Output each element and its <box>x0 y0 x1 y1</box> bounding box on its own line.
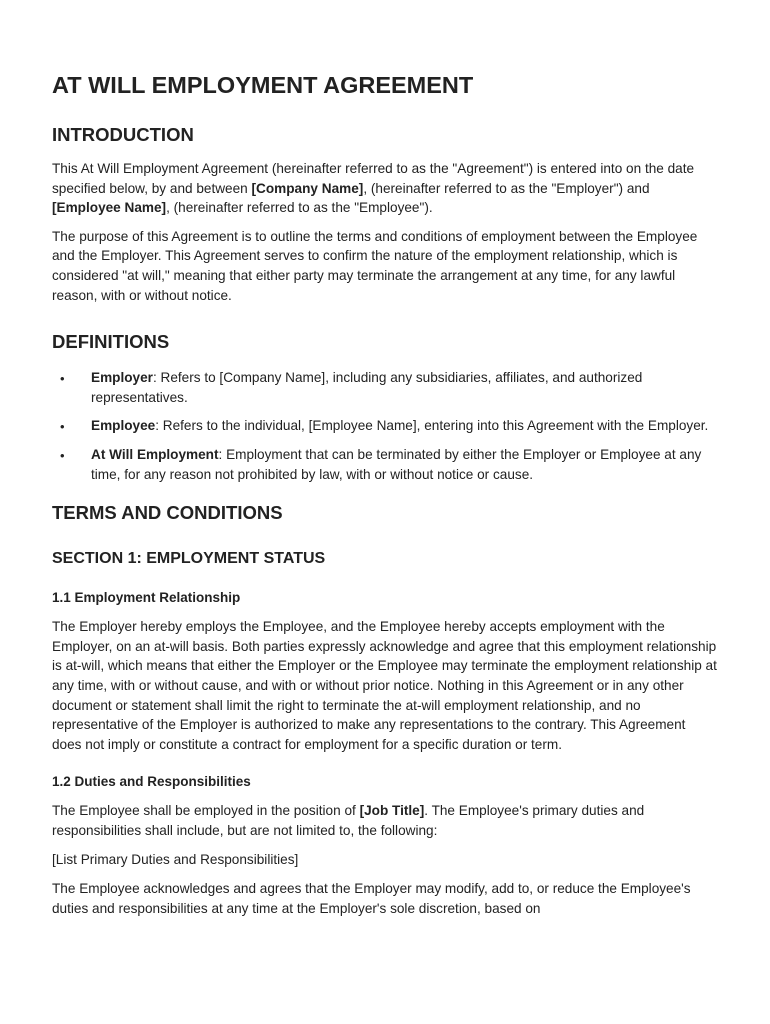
intro-text-1: This At Will Employment Agreement (hereinafter referred to as the "Agreement") is entered into on the date specified below, by and between <box>52 161 695 196</box>
subsection-1-1-heading: 1.1 Employment Relationship <box>52 590 241 606</box>
definition-term: Employee <box>91 418 156 434</box>
definition-term: Employer <box>91 370 153 386</box>
definition-text: : Refers to [Company Name], including any subsidiaries, affiliates, and authorized representatives. <box>91 370 643 405</box>
duties-text-2: . The Employee's primary duties and responsibilities shall include, but are not limited to, the following: <box>52 803 645 838</box>
duties-list-placeholder: [List Primary Duties and Responsibilities] <box>52 852 299 868</box>
terms-heading: TERMS AND CONDITIONS <box>52 502 283 524</box>
definition-item <box>52 416 718 436</box>
job-title-placeholder: [Job Title] <box>359 803 425 819</box>
employee-name-placeholder: [Employee Name] <box>52 200 167 216</box>
intro-text-3: , (hereinafter referred to as the "Employee"). <box>166 200 433 216</box>
definitions-list <box>52 368 718 484</box>
definition-text: : Refers to the individual, [Employee Name], entering into this Agreement with the Employer. <box>155 418 709 434</box>
definitions-heading: DEFINITIONS <box>52 331 170 353</box>
introduction-heading: INTRODUCTION <box>52 124 194 145</box>
bullet-icon: • <box>60 447 65 463</box>
bullet-icon: • <box>60 419 65 435</box>
company-name-placeholder: [Company Name] <box>251 180 364 196</box>
definition-term: At Will Employment <box>91 446 219 462</box>
document-title: AT WILL EMPLOYMENT AGREEMENT <box>52 72 474 98</box>
introduction-paragraph-1 <box>52 159 718 218</box>
introduction-paragraph-2: The purpose of this Agreement is to outline the terms and conditions of employment between the Employee and the Employer. This Agreement serves to confirm the nature of the employment relationship, which is considered "at will," meaning that either party may terminate the arrangement at any time, for any lawful reason, with or without notice. <box>52 228 698 303</box>
section-1-heading: SECTION 1: EMPLOYMENT STATUS <box>52 550 326 568</box>
definition-item <box>52 445 718 484</box>
subsection-1-2-heading: 1.2 Duties and Responsibilities <box>52 774 251 790</box>
bullet-icon: • <box>60 371 65 387</box>
definition-item <box>52 368 718 407</box>
definition-text: : Employment that can be terminated by either the Employer or Employee at any time, for any reason not prohibited by law, with or without notice or cause. <box>91 446 702 482</box>
subsection-1-2-paragraph-1 <box>52 801 718 840</box>
duties-text-1: The Employee shall be employed in the position of <box>52 803 360 819</box>
subsection-1-1-paragraph: The Employer hereby employs the Employee, and the Employee hereby accepts employment with the Employer, on an at-will basis. Both parties expressly acknowledge and agree that this employment relationship is at-will, which means that either the Employer or the Employee may terminate the employment relationship at any time, with or without cause, and with or without prior notice. Nothing in this Agreement or in any other document or statement shall limit the right to terminate the at-will employment relationship, and no representative of the Employer is authorized to make any representations to the contrary. This Agreement does not imply or constitute a contract for employment for a specific duration or term. <box>52 619 717 752</box>
subsection-1-2-paragraph-3: The Employee acknowledges and agrees that the Employer may modify, add to, or reduce the Employee's duties and responsibilities at any time at the Employer's sole discretion, based on <box>52 881 691 916</box>
intro-text-2: , (hereinafter referred to as the "Employer") and <box>363 180 650 196</box>
